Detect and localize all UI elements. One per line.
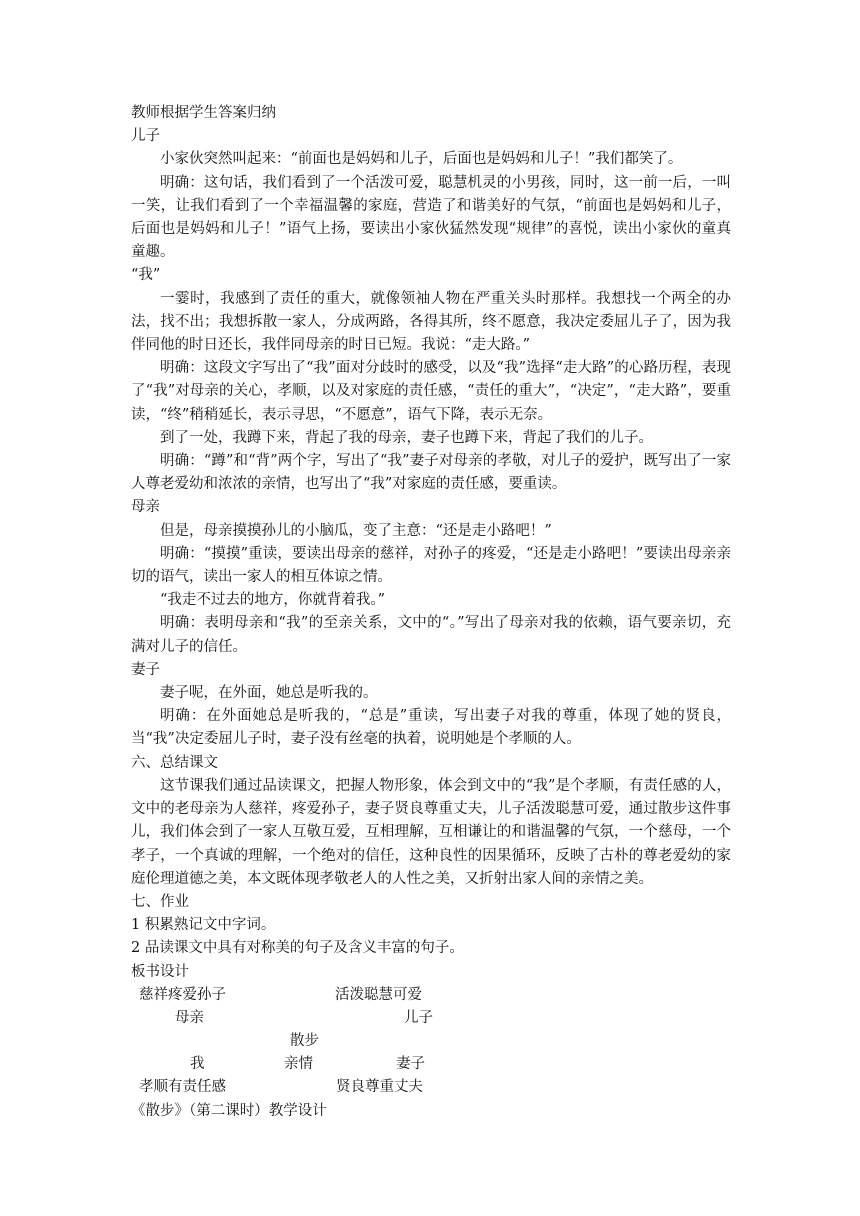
board-mother: 母亲 (175, 1009, 204, 1026)
board-son: 儿子 (404, 1009, 433, 1026)
board-center: 散步 (290, 1032, 319, 1049)
next-lesson-title: 《散步》（第二课时）教学设计 (131, 1102, 327, 1119)
homework-title: 七、作业 (131, 893, 189, 910)
board-mother-traits: 慈祥疼爱孙子 (139, 986, 226, 1003)
board-wife: 妻子 (396, 1055, 425, 1072)
paragraph: 明确：这段文字写出了“我”面对分歧时的感受，以及“我”选择“走大路”的心路历程，表现了“我”对母亲的关心，孝顺，以及对家庭的责任感，“责任的重大”，“决定”，“走大路”，要重读，“终”稍稍延长，表示寻思，“不愿意”，语气下降，表示无奈。 (131, 360, 731, 423)
section-title-summary: 六、总结课文 (131, 754, 218, 771)
board-me-traits: 孝顺有责任感 (139, 1078, 226, 1095)
paragraph: 明确：“摸摸”重读，要读出母亲的慈祥，对孙子的疼爱，“还是走小路吧！”要读出母亲亲切的语气，读出一家人的相互体谅之情。 (131, 545, 731, 586)
section-title-son: 儿子 (131, 128, 160, 145)
board-affection: 亲情 (284, 1055, 313, 1072)
summary-heading: 教师根据学生答案归纳 (131, 105, 276, 121)
paragraph: 妻子呢，在外面，她总是听我的。 (160, 685, 378, 702)
board-design-title: 板书设计 (131, 963, 189, 980)
section-title-mother: 母亲 (131, 499, 160, 516)
paragraph: 明确：“蹲”和“背”两个字，写出了“我”妻子对母亲的孝敬，对儿子的爱护，既写出了一家人尊老爱幼和浓浓的亲情，也写出了“我”对家庭的责任感，要重读。 (131, 453, 731, 493)
section-title-wife: 妻子 (131, 661, 160, 678)
paragraph: 一霎时，我感到了责任的重大，就像领袖人物在严重关头时那样。我想找一个两全的办法，找不出；我想拆散一家人，分成两路，各得其所，终不愿意，我决定委屈儿子了，因为我伴同他的时日还长，我伴同母亲的时日已短。我说：“走大路。” (131, 290, 731, 354)
paragraph: 这节课我们通过品读课文，把握人物形象，体会到文中的“我”是个孝顺，有责任感的人，文中的老母亲为人慈祥，疼爱孙子，妻子贤良尊重丈夫，儿子活泼聪慧可爱，通过散步这件事儿，我们体会到了一家人互敬互爱，互相理解，互相谦让的和谐温馨的气氛，一个慈母，一个孝子，一个真诚的理解，一个绝对的信任，这种良性的因果循环，反映了古朴的尊老爱幼的家庭伦理道德之美，本文既体现孝敬老人的人性之美，又折射出家人间的亲情之美。 (131, 777, 731, 887)
homework-item: 1 积累熟记文中字词。 (131, 917, 276, 934)
board-me: 我 (190, 1055, 205, 1072)
paragraph: 明确：这句话，我们看到了一个活泼可爱，聪慧机灵的小男孩，同时，这一前一后，一叫一笑，让我们看到了一个幸福温馨的家庭，营造了和谐美好的气氛，“前面也是妈妈和儿子，后面也是妈妈和儿子！”语气上扬，要读出小家伙猛然发现“规律”的喜悦，读出小家伙的童真童趣。 (131, 174, 731, 261)
board-design (131, 984, 731, 1100)
paragraph: 到了一处，我蹲下来，背起了我的母亲，妻子也蹲下来，背起了我们的儿子。 (160, 429, 653, 446)
board-wife-traits: 贤良尊重丈夫 (336, 1078, 423, 1095)
section-title-me: “我” (131, 267, 161, 284)
paragraph: “我走不过去的地方，你就背着我。” (160, 592, 386, 609)
paragraph: 但是，母亲摸摸孙儿的小脑瓜，变了主意：“还是走小路吧！” (160, 522, 552, 539)
board-son-traits: 活泼聪慧可爱 (335, 986, 422, 1003)
homework-item: 2 品读课文中具有对称美的句子及含义丰富的句子。 (131, 940, 464, 957)
paragraph: 明确：在外面她总是听我的，“总是”重读，写出妻子对我的尊重，体现了她的贤良，当“我”决定委屈儿子时，妻子没有丝毫的执着，说明她是个孝顺的人。 (131, 708, 731, 748)
document-body (131, 102, 731, 1123)
paragraph: 明确：表明母亲和“我”的至亲关系，文中的“。”写出了母亲对我的依赖，语气要亲切，充满对儿子的信任。 (131, 615, 731, 655)
paragraph: 小家伙突然叫起来：“前面也是妈妈和儿子，后面也是妈妈和儿子！”我们都笑了。 (160, 151, 683, 168)
